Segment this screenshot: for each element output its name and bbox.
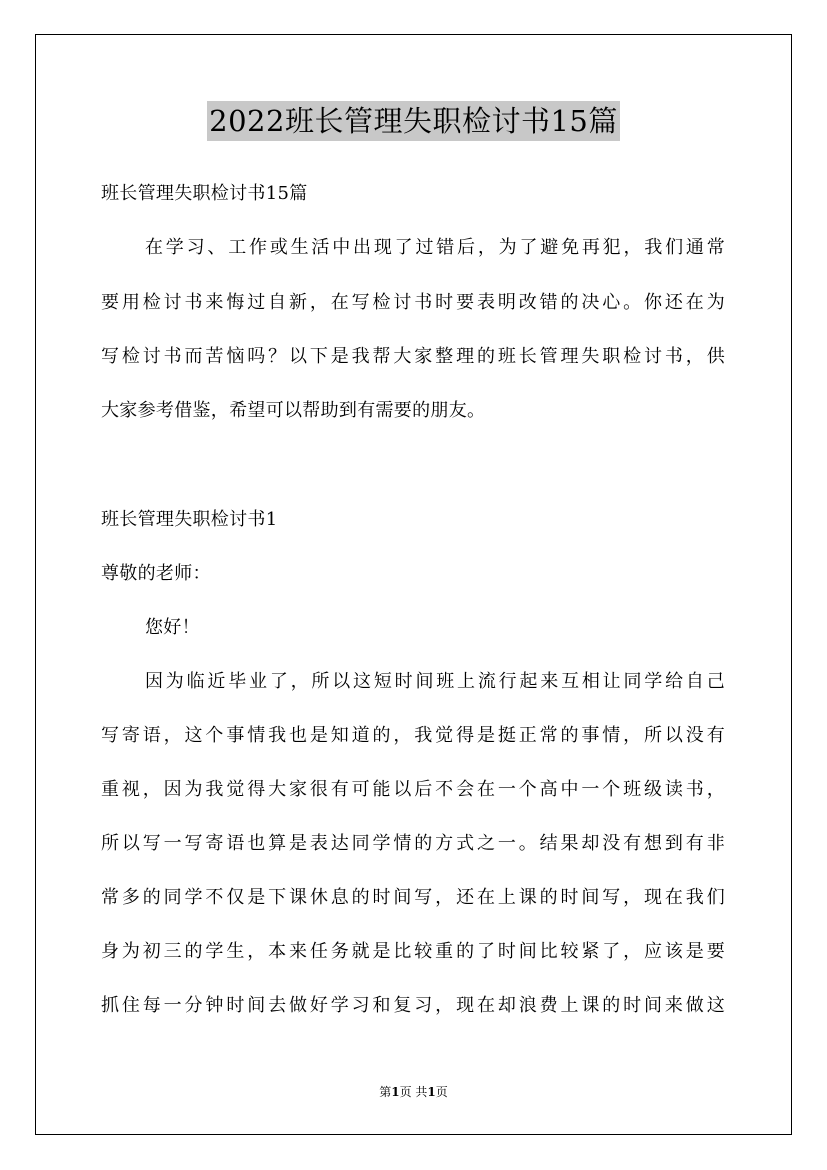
footer-prefix: 第 <box>379 1085 392 1099</box>
body-line: 抓住每一分钟时间去做好学习和复习，现在却浪费上课的时间来做这 <box>101 995 725 1016</box>
greeting: 您好！ <box>145 617 200 638</box>
document-title: 2022班长管理失职检讨书15篇 <box>207 101 620 141</box>
page-footer <box>0 1084 827 1100</box>
body-line: 因为临近毕业了，所以这短时间班上流行起来互相让同学给自己 <box>145 671 725 692</box>
intro-line: 要用检讨书来悔过自新，在写检讨书时要表明改错的决心。你还在为 <box>101 292 725 313</box>
title-container <box>0 101 827 141</box>
footer-total-pages: 1 <box>427 1085 436 1099</box>
intro-line: 大家参考借鉴，希望可以帮助到有需要的朋友。 <box>101 400 486 421</box>
intro-line: 在学习、工作或生活中出现了过错后，为了避免再犯，我们通常 <box>145 237 725 258</box>
body-line: 常多的同学不仅是下课休息的时间写，还在上课的时间写，现在我们 <box>101 887 725 908</box>
footer-suffix: 页 <box>435 1085 448 1099</box>
body-line: 写寄语，这个事情我也是知道的，我觉得是挺正常的事情，所以没有 <box>101 725 725 746</box>
body-line: 所以写一写寄语也算是表达同学情的方式之一。结果却没有想到有非 <box>101 833 725 854</box>
footer-mid: 页 共 <box>399 1085 428 1099</box>
intro-line: 写检讨书而苦恼吗？以下是我帮大家整理的班长管理失职检讨书，供 <box>101 346 725 367</box>
salutation: 尊敬的老师： <box>101 563 211 584</box>
section-heading: 班长管理失职检讨书1 <box>101 509 278 530</box>
document-subtitle: 班长管理失职检讨书15篇 <box>101 183 308 204</box>
body-line: 重视，因为我觉得大家很有可能以后不会在一个高中一个班级读书， <box>101 779 725 800</box>
footer-page-number: 1 <box>391 1085 400 1099</box>
body-line: 身为初三的学生，本来任务就是比较重的了时间比较紧了，应该是要 <box>101 941 725 962</box>
